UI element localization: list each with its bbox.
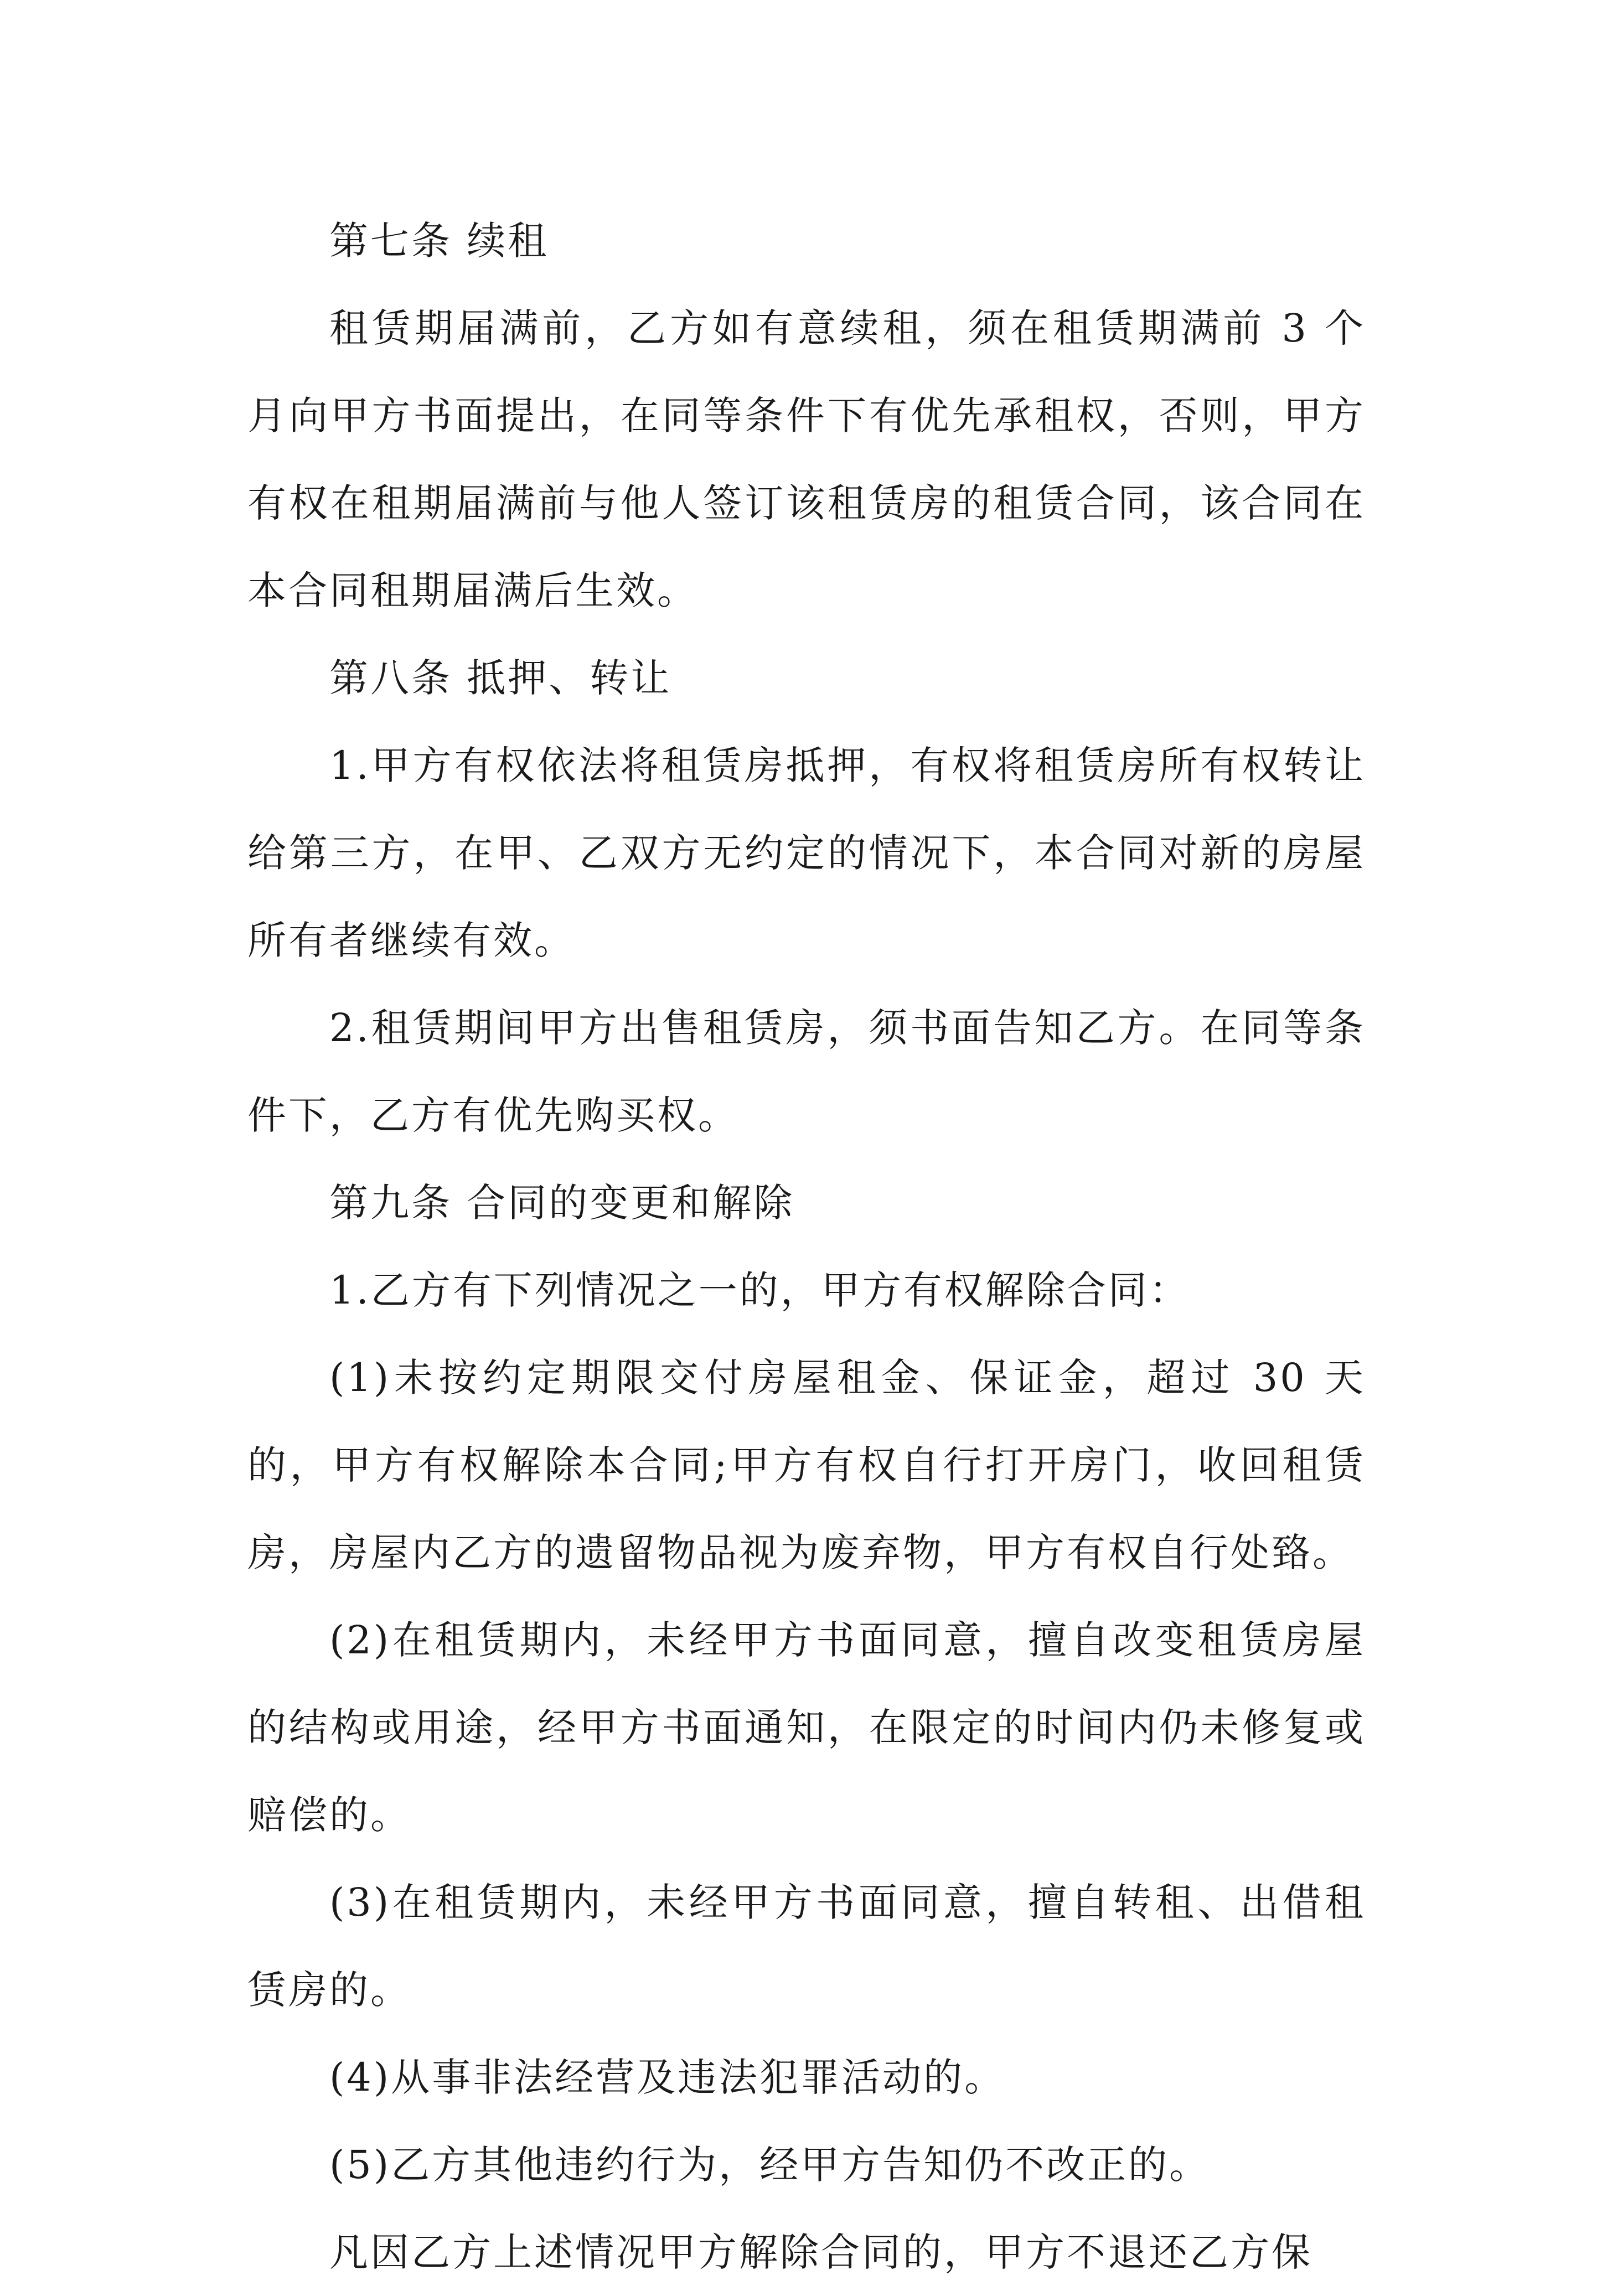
article-8-clause-1: 1.甲方有权依法将租赁房抵押，有权将租赁房所有权转让给第三方，在甲、乙双方无约定的情况下，本合同对新的房屋所有者继续有效。 xyxy=(247,743,1366,963)
article-9-item-4: (4)从事非法经营及违法犯罪活动的。 xyxy=(329,2055,1006,2100)
article-9-heading: 第九条 合同的变更和解除 xyxy=(329,1180,795,1225)
article-8-heading: 第八条 抵押、转让 xyxy=(329,655,672,701)
document-body xyxy=(247,197,1366,2296)
article-8-clause-2: 2.租赁期间甲方出售租赁房，须书面告知乙方。在同等条件下，乙方有优先购买权。 xyxy=(247,1005,1366,1138)
article-9-item-2: (2)在租赁期内，未经甲方书面同意，擅自改变租赁房屋的结构或用途，经甲方书面通知，在限定的时间内仍未修复或赔偿的。 xyxy=(247,1617,1366,1838)
article-9-item-3: (3)在租赁期内，未经甲方书面同意，擅自转租、出借租赁房的。 xyxy=(247,1880,1366,2013)
article-9-item-1: (1)未按约定期限交付房屋租金、保证金，超过 30 天的，甲方有权解除本合同;甲方有权自行打开房门，收回租赁房，房屋内乙方的遗留物品视为废弃物，甲方有权自行处臵。 xyxy=(247,1355,1366,1575)
article-7-paragraph: 租赁期届满前，乙方如有意续租，须在租赁期满前 3 个月向甲方书面提出，在同等条件下有优先承租权，否则，甲方有权在租期届满前与他人签订该租赁房的租赁合同，该合同在本合同租期届满后生效。 xyxy=(247,306,1366,613)
article-9-item-5: (5)乙方其他违约行为，经甲方告知仍不改正的。 xyxy=(329,2142,1211,2188)
article-9-clause-1: 1.乙方有下列情况之一的，甲方有权解除合同： xyxy=(329,1268,1190,1313)
article-9-closing-paragraph: 凡因乙方上述情况甲方解除合同的，甲方不退还乙方保 xyxy=(329,2230,1312,2275)
article-7-heading: 第七条 续租 xyxy=(329,218,549,263)
